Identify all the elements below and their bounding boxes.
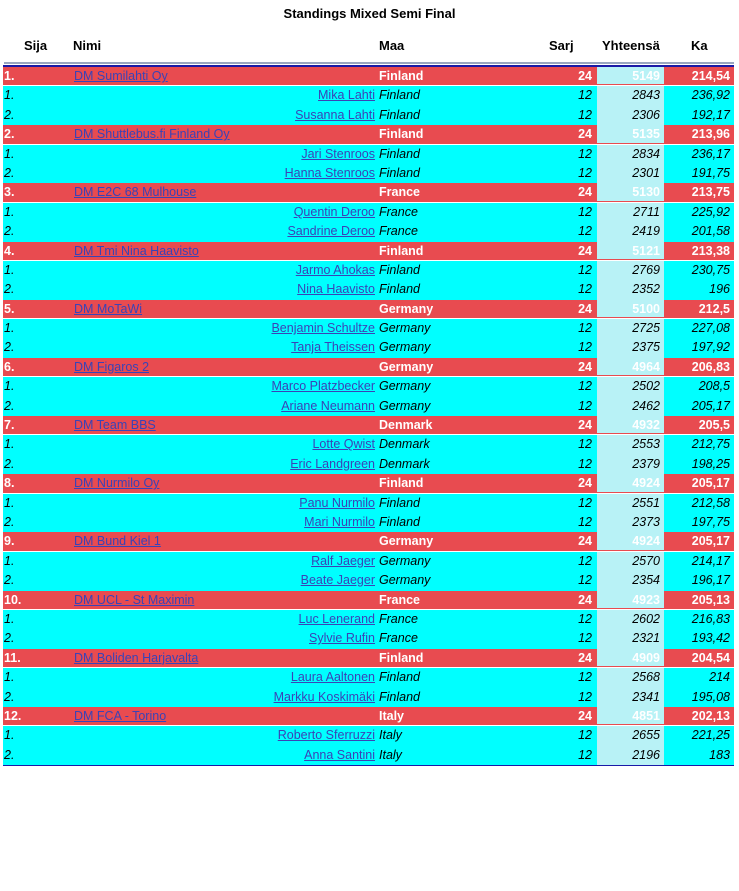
player-country: Finland — [379, 670, 420, 685]
player-row — [3, 338, 734, 357]
player-average: 227,08 — [691, 321, 730, 336]
player-rank: 2. — [4, 107, 15, 122]
team-total: 4932 — [632, 418, 660, 433]
player-name-link[interactable]: Ariane Neumann — [281, 398, 375, 413]
team-total: 5135 — [632, 127, 660, 142]
team-total: 4964 — [632, 359, 660, 374]
player-average: 196 — [709, 282, 730, 297]
player-rank: 2. — [4, 747, 15, 762]
team-name-link[interactable]: DM UCL - St Maximin — [74, 592, 195, 607]
player-row — [3, 106, 734, 125]
team-average: 204,54 — [691, 650, 730, 665]
team-row — [3, 67, 734, 86]
team-name-link[interactable]: DM Boliden Harjavalta — [74, 650, 199, 665]
team-rank: 12. — [4, 708, 22, 723]
player-rank: 2. — [4, 340, 15, 355]
player-rank: 2. — [4, 631, 15, 646]
player-country: Germany — [379, 553, 431, 568]
player-row — [3, 261, 734, 280]
team-sarj: 24 — [578, 301, 592, 316]
player-name-link[interactable]: Mari Nurmilo — [304, 514, 375, 529]
player-country: Finland — [379, 107, 420, 122]
team-average: 206,83 — [691, 359, 730, 374]
team-country: Finland — [379, 69, 424, 83]
player-row — [3, 552, 734, 571]
player-sarj: 12 — [578, 631, 592, 646]
player-total: 2352 — [632, 282, 660, 297]
player-total: 2655 — [632, 728, 660, 743]
player-sarj: 12 — [578, 204, 592, 219]
player-country: Denmark — [379, 437, 430, 452]
team-average: 214,54 — [691, 69, 730, 83]
player-sarj: 12 — [578, 282, 592, 297]
player-row — [3, 164, 734, 183]
team-row — [3, 474, 734, 493]
team-total: 4909 — [632, 650, 660, 665]
player-country: Finland — [379, 146, 420, 161]
player-name-link[interactable]: Anna Santini — [304, 747, 375, 762]
player-name-link[interactable]: Lotte Qwist — [312, 437, 375, 452]
team-name-link[interactable]: DM MoTaWi — [74, 301, 143, 316]
player-row — [3, 397, 734, 416]
player-row — [3, 319, 734, 338]
team-name-link[interactable]: DM Shuttlebus.fi Finland Oy — [74, 127, 230, 142]
player-average: 196,17 — [691, 573, 730, 588]
team-sarj: 24 — [578, 418, 592, 433]
player-total: 2419 — [632, 224, 660, 239]
team-country: France — [379, 592, 420, 607]
player-row — [3, 629, 734, 648]
player-row — [3, 513, 734, 532]
player-name-link[interactable]: Panu Nurmilo — [299, 495, 375, 510]
player-rank: 2. — [4, 689, 15, 704]
team-rank: 7. — [4, 418, 15, 433]
player-sarj: 12 — [578, 495, 592, 510]
team-sarj: 24 — [578, 534, 592, 549]
team-rank: 9. — [4, 534, 15, 549]
player-sarj: 12 — [578, 262, 592, 277]
player-rank: 1. — [4, 437, 15, 452]
team-average: 213,38 — [691, 243, 730, 258]
player-sarj: 12 — [578, 670, 592, 685]
team-country: Germany — [379, 301, 434, 316]
player-average: 225,92 — [691, 204, 730, 219]
player-average: 208,5 — [698, 379, 730, 394]
player-name-link[interactable]: Sylvie Rufin — [309, 631, 375, 646]
player-average: 192,17 — [691, 107, 730, 122]
player-rank: 1. — [4, 204, 15, 219]
player-rank: 1. — [4, 321, 15, 336]
player-rank: 1. — [4, 611, 15, 626]
team-total: 4924 — [632, 534, 660, 549]
player-average: 201,58 — [691, 224, 730, 239]
player-sarj: 12 — [578, 146, 592, 161]
player-total: 2196 — [632, 747, 660, 762]
team-name-link[interactable]: DM Team BBS — [74, 418, 156, 433]
team-name-link[interactable]: DM E2C 68 Mulhouse — [74, 185, 197, 200]
player-sarj: 12 — [578, 224, 592, 239]
player-sarj: 12 — [578, 728, 592, 743]
player-country: France — [379, 611, 418, 626]
team-sarj: 24 — [578, 708, 592, 723]
player-rank: 2. — [4, 282, 15, 297]
team-sarj: 24 — [578, 185, 592, 200]
player-rank: 2. — [4, 224, 15, 239]
team-total: 4924 — [632, 476, 660, 491]
player-total: 2301 — [632, 165, 660, 180]
player-row — [3, 203, 734, 222]
player-total: 2553 — [632, 437, 660, 452]
player-name-link[interactable]: Markku Koskimäki — [273, 689, 375, 704]
player-country: Denmark — [379, 456, 430, 471]
team-name-link[interactable]: DM Sumilahti Oy — [74, 69, 168, 83]
player-country: Germany — [379, 379, 431, 394]
team-rank: 10. — [4, 592, 22, 607]
player-country: Finland — [379, 282, 420, 297]
player-rank: 1. — [4, 670, 15, 685]
player-country: Finland — [379, 689, 420, 704]
player-row — [3, 280, 734, 299]
player-total: 2711 — [633, 204, 660, 219]
player-row — [3, 455, 734, 474]
player-country: Finland — [379, 165, 420, 180]
player-average: 205,17 — [691, 398, 730, 413]
player-sarj: 12 — [578, 456, 592, 471]
player-country: France — [379, 224, 418, 239]
player-country: Germany — [379, 321, 431, 336]
team-name-link[interactable]: DM Nurmilo Oy — [74, 476, 160, 491]
player-average: 193,42 — [691, 631, 730, 646]
table-header — [4, 30, 734, 64]
player-name-link[interactable]: Hanna Stenroos — [284, 165, 375, 180]
player-total: 2379 — [632, 456, 660, 471]
player-total: 2354 — [632, 573, 660, 588]
player-name-link[interactable]: Mika Lahti — [318, 88, 375, 103]
team-sarj: 24 — [578, 359, 592, 374]
team-country: Germany — [379, 534, 434, 549]
team-row — [3, 125, 734, 144]
player-name-link[interactable]: Luc Lenerand — [298, 611, 375, 626]
team-sarj: 24 — [578, 476, 592, 491]
player-country: Germany — [379, 573, 431, 588]
team-total: 5149 — [632, 69, 660, 83]
player-row — [3, 726, 734, 745]
player-rank: 1. — [4, 553, 15, 568]
player-total: 2306 — [632, 107, 660, 122]
team-country: Finland — [379, 127, 424, 142]
player-row — [3, 377, 734, 396]
player-average: 197,92 — [691, 340, 730, 355]
team-average: 213,75 — [691, 185, 730, 200]
player-average: 212,58 — [691, 495, 730, 510]
team-sarj: 24 — [578, 650, 592, 665]
team-total: 5121 — [632, 243, 660, 258]
player-name-link[interactable]: Tanja Theissen — [291, 340, 375, 355]
standings-table — [3, 67, 734, 765]
player-average: 212,75 — [691, 437, 730, 452]
player-country: Italy — [379, 728, 402, 743]
player-rank: 2. — [4, 573, 15, 588]
team-row — [3, 242, 734, 261]
player-sarj: 12 — [578, 553, 592, 568]
team-country: Denmark — [379, 418, 433, 433]
team-average: 212,5 — [698, 301, 730, 316]
team-sarj: 24 — [578, 592, 592, 607]
team-row — [3, 532, 734, 551]
player-row — [3, 746, 734, 765]
team-average: 205,17 — [691, 476, 730, 491]
team-name-link[interactable]: DM FCA - Torino — [74, 708, 167, 723]
team-rank: 5. — [4, 301, 15, 316]
team-average: 205,5 — [698, 418, 730, 433]
player-average: 183 — [709, 747, 730, 762]
player-sarj: 12 — [578, 165, 592, 180]
header-yhteensa: Yhteensä — [602, 38, 660, 53]
team-row — [3, 300, 734, 319]
player-name-link[interactable]: Sandrine Deroo — [287, 224, 375, 239]
player-row — [3, 435, 734, 454]
player-average: 214 — [709, 670, 730, 685]
team-country: Italy — [379, 708, 405, 723]
player-total: 2321 — [632, 631, 660, 646]
player-country: Finland — [379, 514, 420, 529]
player-name-link[interactable]: Roberto Sferruzzi — [277, 728, 375, 743]
player-name-link[interactable]: Laura Aaltonen — [290, 670, 375, 685]
player-total: 2502 — [632, 379, 660, 394]
player-rank: 1. — [4, 495, 15, 510]
team-row — [3, 707, 734, 726]
player-total: 2570 — [632, 553, 660, 568]
player-total: 2568 — [632, 670, 660, 685]
player-average: 197,75 — [691, 514, 730, 529]
team-total: 5100 — [632, 301, 660, 316]
player-sarj: 12 — [578, 573, 592, 588]
player-sarj: 12 — [578, 107, 592, 122]
player-average: 195,08 — [691, 689, 730, 704]
player-sarj: 12 — [578, 340, 592, 355]
player-rank: 1. — [4, 728, 15, 743]
team-row — [3, 416, 734, 435]
team-total: 4851 — [632, 708, 660, 723]
player-name-link[interactable]: Eric Landgreen — [290, 456, 375, 471]
team-row — [3, 649, 734, 668]
player-average: 221,25 — [691, 728, 730, 743]
team-rank: 11. — [4, 650, 21, 665]
player-sarj: 12 — [578, 611, 592, 626]
player-row — [3, 668, 734, 687]
player-average: 236,17 — [691, 146, 730, 161]
team-name-link[interactable]: DM Figaros 2 — [74, 359, 150, 374]
team-row — [3, 591, 734, 610]
team-row — [3, 358, 734, 377]
player-total: 2834 — [632, 146, 660, 161]
team-average: 205,13 — [691, 592, 730, 607]
player-row — [3, 145, 734, 164]
player-country: Germany — [379, 398, 431, 413]
player-average: 191,75 — [691, 165, 730, 180]
team-sarj: 24 — [578, 69, 592, 83]
team-country: Finland — [379, 650, 424, 665]
player-name-link[interactable]: Jarmo Ahokas — [295, 262, 375, 277]
player-name-link[interactable]: Nina Haavisto — [297, 282, 375, 297]
player-total: 2341 — [632, 689, 660, 704]
header-ka: Ka — [691, 38, 708, 53]
player-average: 214,17 — [691, 553, 730, 568]
player-total: 2769 — [632, 262, 660, 277]
player-row — [3, 86, 734, 105]
header-nimi: Nimi — [73, 38, 102, 53]
player-total: 2462 — [632, 398, 660, 413]
team-total: 4923 — [632, 592, 660, 607]
player-average: 230,75 — [691, 262, 730, 277]
player-rank: 2. — [4, 456, 15, 471]
player-rank: 2. — [4, 514, 15, 529]
player-name-link[interactable]: Beate Jaeger — [300, 573, 375, 588]
player-country: Finland — [379, 495, 420, 510]
player-country: Italy — [379, 747, 402, 762]
player-name-link[interactable]: Ralf Jaeger — [311, 553, 375, 568]
player-row — [3, 571, 734, 590]
team-country: Finland — [379, 243, 424, 258]
player-country: Finland — [379, 262, 420, 277]
player-rank: 2. — [4, 398, 15, 413]
team-rank: 3. — [4, 185, 15, 200]
player-sarj: 12 — [578, 689, 592, 704]
player-name-link[interactable]: Susanna Lahti — [295, 107, 375, 122]
table-bottom-border — [3, 765, 734, 766]
team-rank: 8. — [4, 476, 15, 491]
player-country: France — [379, 204, 418, 219]
team-sarj: 24 — [578, 243, 592, 258]
header-sija: Sija — [24, 38, 48, 53]
player-sarj: 12 — [578, 321, 592, 336]
player-name-link[interactable]: Jari Stenroos — [301, 146, 375, 161]
player-rank: 1. — [4, 146, 15, 161]
player-country: France — [379, 631, 418, 646]
player-total: 2551 — [632, 495, 660, 510]
player-total: 2375 — [632, 340, 660, 355]
team-country: Finland — [379, 476, 424, 491]
header-sarj: Sarj — [549, 38, 574, 53]
team-sarj: 24 — [578, 127, 592, 142]
team-total: 5130 — [632, 185, 660, 200]
page-title: Standings Mixed Semi Final — [283, 6, 456, 21]
team-name-link[interactable]: DM Bund Kiel 1 — [74, 534, 161, 549]
player-row — [3, 494, 734, 513]
player-total: 2373 — [632, 514, 660, 529]
player-sarj: 12 — [578, 514, 592, 529]
player-total: 2843 — [632, 88, 660, 103]
player-average: 236,92 — [691, 88, 730, 103]
player-row — [3, 222, 734, 241]
player-rank: 1. — [4, 88, 15, 103]
player-sarj: 12 — [578, 88, 592, 103]
player-country: Finland — [379, 88, 420, 103]
player-row — [3, 610, 734, 629]
player-name-link[interactable]: Quentin Deroo — [293, 204, 375, 219]
player-sarj: 12 — [578, 437, 592, 452]
player-row — [3, 688, 734, 707]
player-country: Germany — [379, 340, 431, 355]
player-rank: 1. — [4, 262, 15, 277]
header-maa: Maa — [379, 38, 405, 53]
player-total: 2725 — [632, 321, 660, 336]
player-name-link[interactable]: Marco Platzbecker — [271, 379, 375, 394]
player-sarj: 12 — [578, 398, 592, 413]
team-name-link[interactable]: DM Tmi Nina Haavisto — [74, 243, 199, 258]
player-rank: 1. — [4, 379, 15, 394]
team-average: 213,96 — [691, 127, 730, 142]
team-country: Germany — [379, 359, 434, 374]
player-average: 198,25 — [691, 456, 730, 471]
team-average: 205,17 — [691, 534, 730, 549]
team-rank: 4. — [4, 243, 15, 258]
team-average: 202,13 — [691, 708, 730, 723]
team-rank: 1. — [4, 69, 15, 83]
player-sarj: 12 — [578, 747, 592, 762]
player-sarj: 12 — [578, 379, 592, 394]
team-row — [3, 183, 734, 202]
team-rank: 6. — [4, 359, 15, 374]
player-rank: 2. — [4, 165, 15, 180]
team-rank: 2. — [4, 127, 15, 142]
player-total: 2602 — [632, 611, 660, 626]
player-name-link[interactable]: Benjamin Schultze — [271, 321, 375, 336]
team-country: France — [379, 185, 420, 200]
player-average: 216,83 — [691, 611, 730, 626]
